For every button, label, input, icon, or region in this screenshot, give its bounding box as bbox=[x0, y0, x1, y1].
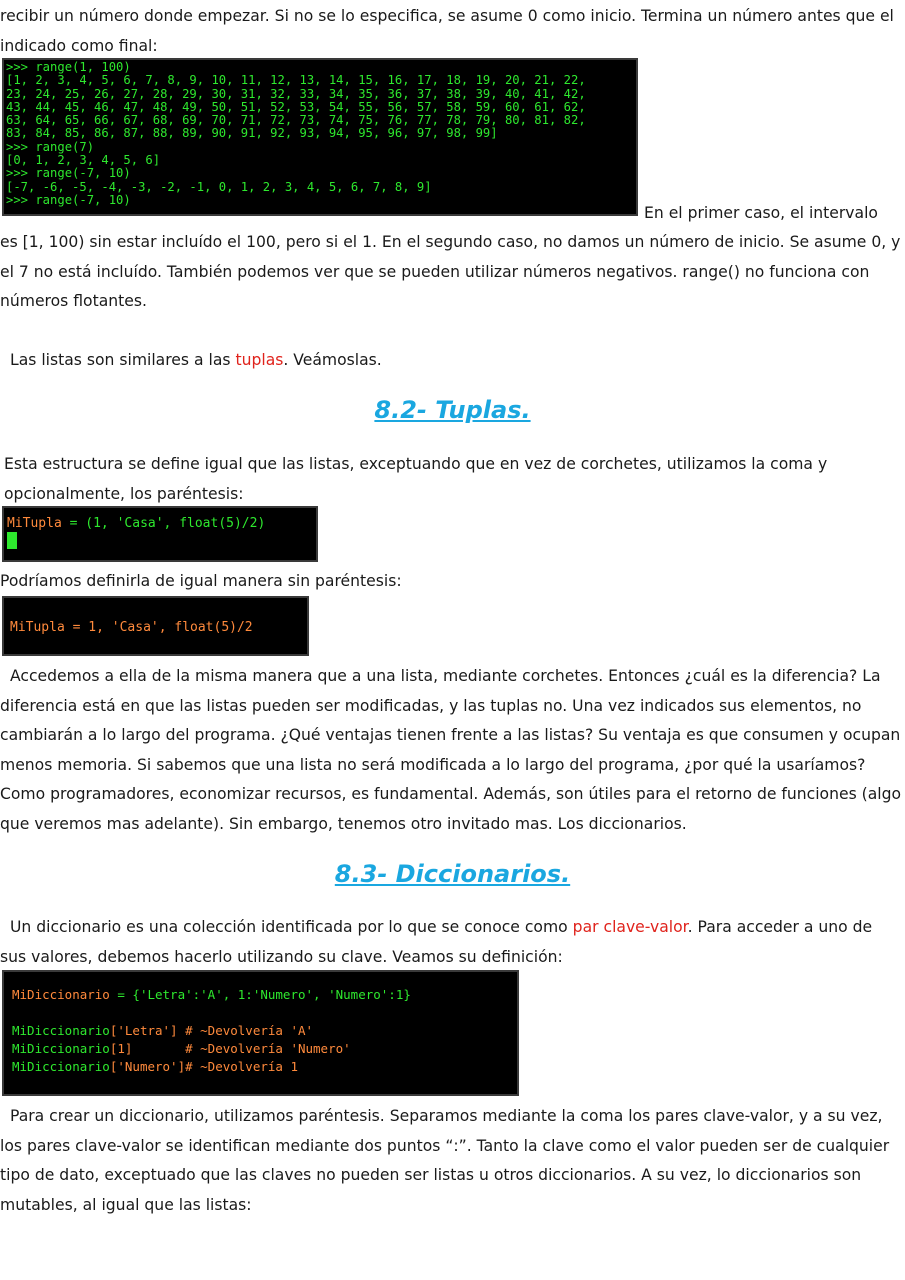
code-block-tupla-parentheses bbox=[2, 506, 318, 562]
code-range-session: >>> range(1, 100) [1, 2, 3, 4, 5, 6, 7, 8, 9, 10, 11, 12, 13, 14, 15, 16, 17, 18, 19, 20, 21, 22, 23, 24, 25, 26, 27, 28, 29, 30, 31, 32, 33, 34, 35, 36, 37, 38, 39, 40, 41, 42, 43, 44, 45, 46, 47, 48, 49, 50, 51, 52, 53, 54, 55, 56, 57, 58, 59, 60, 61, 62, 63, 64, 65, 66, 67, 68, 69, 70, 71, 72, 73, 74, 75, 76, 77, 78, 79, 80, 81, 82, 83, 84, 85, 86, 87, 88, 89, 90, 91, 92, 93, 94, 95, 96, 97, 98, 99] >>> range(7) [0, 1, 2, 3, 4, 5, 6] >>> range(-7, 10) [-7, -6, -5, -4, -3, -2, -1, 0, 1, 2, 3, 4, 5, 6, 7, 8, 9] >>> range(-7, 10) bbox=[6, 60, 586, 207]
code-expression: [1] # ~Devolvería 'Numero' bbox=[109, 1041, 351, 1056]
code-tupla-no-parentheses bbox=[10, 619, 307, 636]
code-dict-line-3 bbox=[12, 1040, 517, 1058]
tuplas-highlight: tuplas bbox=[235, 351, 284, 369]
text-segment: Las listas son similares a las bbox=[10, 351, 236, 369]
code-dict-blank-line bbox=[12, 1004, 517, 1022]
code-identifier: MiDiccionario bbox=[12, 1041, 110, 1056]
code-dict-line-2 bbox=[12, 1022, 517, 1040]
paragraph-range-explain: es [1, 100) sin estar incluído el 100, pero si el 1. En el segundo caso, no damos un número de inicio. Se asume 0, y el 7 no está incluído. También podemos ver que se pueden utilizar números negativos. range() no funciona con números flotantes. bbox=[0, 233, 901, 311]
text-segment: . Para acceder a uno de sus valores, debemos hacerlo utilizando su clave. Veamos su definición: bbox=[0, 918, 873, 966]
code-expression: ['Numero']# ~Devolvería 1 bbox=[109, 1059, 298, 1074]
code-identifier: MiDiccionario bbox=[12, 987, 110, 1002]
code-block-range bbox=[2, 58, 638, 216]
heading-tuplas: 8.2- Tuplas. bbox=[374, 396, 531, 424]
paragraph-diccionario-definition bbox=[0, 913, 903, 972]
code-tupla-parentheses bbox=[7, 515, 316, 532]
paragraph-lists-tuples bbox=[10, 346, 900, 376]
paragraph-tuplas-definition: Esta estructura se define igual que las listas, exceptuando que en vez de corchetes, utilizamos la coma y opcionalmente, los paréntesis: bbox=[4, 455, 828, 503]
code-identifier: MiTupla bbox=[7, 516, 62, 531]
text-segment: Un diccionario es una colección identificada por lo que se conoce como bbox=[10, 918, 573, 936]
heading-diccionarios: 8.3- Diccionarios. bbox=[334, 860, 571, 888]
code-block-diccionario bbox=[2, 970, 519, 1096]
code-expression: ['Letra'] # ~Devolvería 'A' bbox=[109, 1023, 314, 1038]
code-expression: = {'Letra':'A', 1:'Numero', 'Numero':1} bbox=[109, 987, 411, 1002]
paragraph-diccionario-explain: Para crear un diccionario, utilizamos paréntesis. Separamos mediante la coma los pares clave-valor, y a su vez, los pares clave-valor se identifican mediante dos puntos “:”. Tanto la clave como el valor pueden ser de cualquier tipo de dato, exceptuado que las claves no pueden ser listas u otros diccionarios. A su vez, lo diccionarios son mutables, al igual que las listas: bbox=[0, 1107, 890, 1214]
text-segment: . Veámoslas. bbox=[283, 351, 382, 369]
code-identifier: MiTupla bbox=[10, 620, 65, 635]
code-identifier: MiDiccionario bbox=[12, 1059, 110, 1074]
paragraph-tupla-no-parentheses: Podríamos definirla de igual manera sin paréntesis: bbox=[0, 572, 402, 590]
code-dict-line-1 bbox=[12, 986, 517, 1004]
code-identifier: MiDiccionario bbox=[12, 1023, 110, 1038]
code-expression: = (1, 'Casa', float(5)/2) bbox=[61, 516, 266, 531]
code-expression: = 1, 'Casa', float(5)/2 bbox=[64, 620, 253, 635]
par-clave-valor-highlight: par clave-valor bbox=[572, 918, 688, 936]
paragraph-tuplas-vs-listas: Accedemos a ella de la misma manera que a una lista, mediante corchetes. Entonces ¿cuál es la diferencia? La diferencia está en que las listas pueden ser modificadas, y las tuplas no. Una vez indicados sus elementos, no cambiarán a lo largo del programa. ¿Qué ventajas tienen frente a las listas? Su ventaja es que consumen y ocupan menos memoria. Si sabemos que una lista no será modificada a lo largo del programa, ¿por qué la usaríamos? Como programadores, economizar recursos, es fundamental. Además, son útiles para el retorno de funciones (algo que veremos mas adelante). Sin embargo, tenemos otro invitado mas. Los diccionarios. bbox=[0, 667, 902, 833]
paragraph-range-explain-start: En el primer caso, el intervalo bbox=[644, 204, 878, 222]
paragraph-range-intro: recibir un número donde empezar. Si no se lo especifica, se asume 0 como inicio. Termina un número antes que el indicado como final: bbox=[0, 7, 894, 55]
code-block-tupla-no-parentheses bbox=[2, 596, 309, 656]
terminal-cursor bbox=[7, 532, 17, 549]
code-dict-line-4 bbox=[12, 1058, 517, 1076]
